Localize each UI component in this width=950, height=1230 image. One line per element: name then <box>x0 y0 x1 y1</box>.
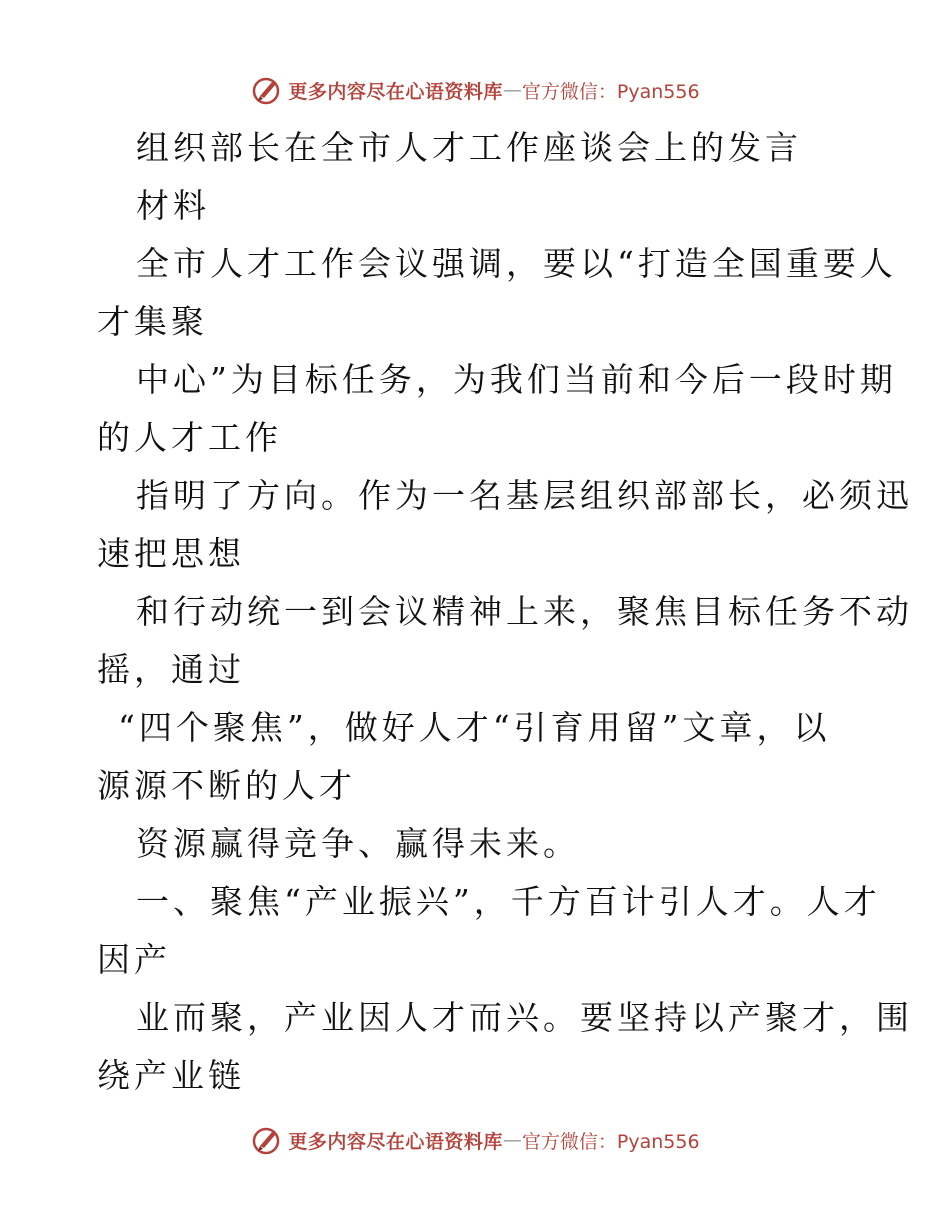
pen-logo-icon <box>250 74 282 106</box>
text-line: 中心”为目标任务，为我们当前和今后一段时期 <box>136 360 897 399</box>
text-line: 因产 <box>97 940 171 979</box>
document-title: 组织部长在全市人才工作座谈会上的发言 <box>136 128 802 167</box>
text-line: 摇，通过 <box>97 650 245 689</box>
text-line: “四个聚焦”，做好人才“引育用留”文章，以 <box>118 708 831 747</box>
watermark-header <box>0 70 950 110</box>
text-line: 源源不断的人才 <box>97 766 356 805</box>
text-line: 的人才工作 <box>97 418 282 457</box>
watermark-contact: 官方微信：Pyan556 <box>521 1130 700 1153</box>
watermark-text: 更多内容尽在心语资料库 <box>288 1130 503 1153</box>
watermark-separator: — <box>502 1129 522 1151</box>
text-line: 绕产业链 <box>97 1056 245 1095</box>
text-line: 和行动统一到会议精神上来，聚焦目标任务不动 <box>136 592 913 631</box>
section-heading: 一、聚焦“产业振兴”，千方百计引人才。人才 <box>136 882 881 921</box>
watermark-text: 更多内容尽在心语资料库 <box>288 80 503 103</box>
text-line: 速把思想 <box>97 534 245 573</box>
document-title-cont: 材料 <box>136 186 210 225</box>
pen-logo-icon <box>250 1124 282 1156</box>
text-line: 业而聚，产业因人才而兴。要坚持以产聚才，围 <box>136 998 913 1037</box>
text-line: 指明了方向。作为一名基层组织部部长，必须迅 <box>136 476 913 515</box>
text-line: 才集聚 <box>97 302 208 341</box>
watermark-separator: — <box>502 79 522 101</box>
text-line: 资源赢得竞争、赢得未来。 <box>136 824 580 863</box>
text-line: 全市人才工作会议强调，要以“打造全国重要人 <box>136 244 897 283</box>
watermark-footer <box>0 1120 950 1160</box>
watermark-contact: 官方微信：Pyan556 <box>521 80 700 103</box>
